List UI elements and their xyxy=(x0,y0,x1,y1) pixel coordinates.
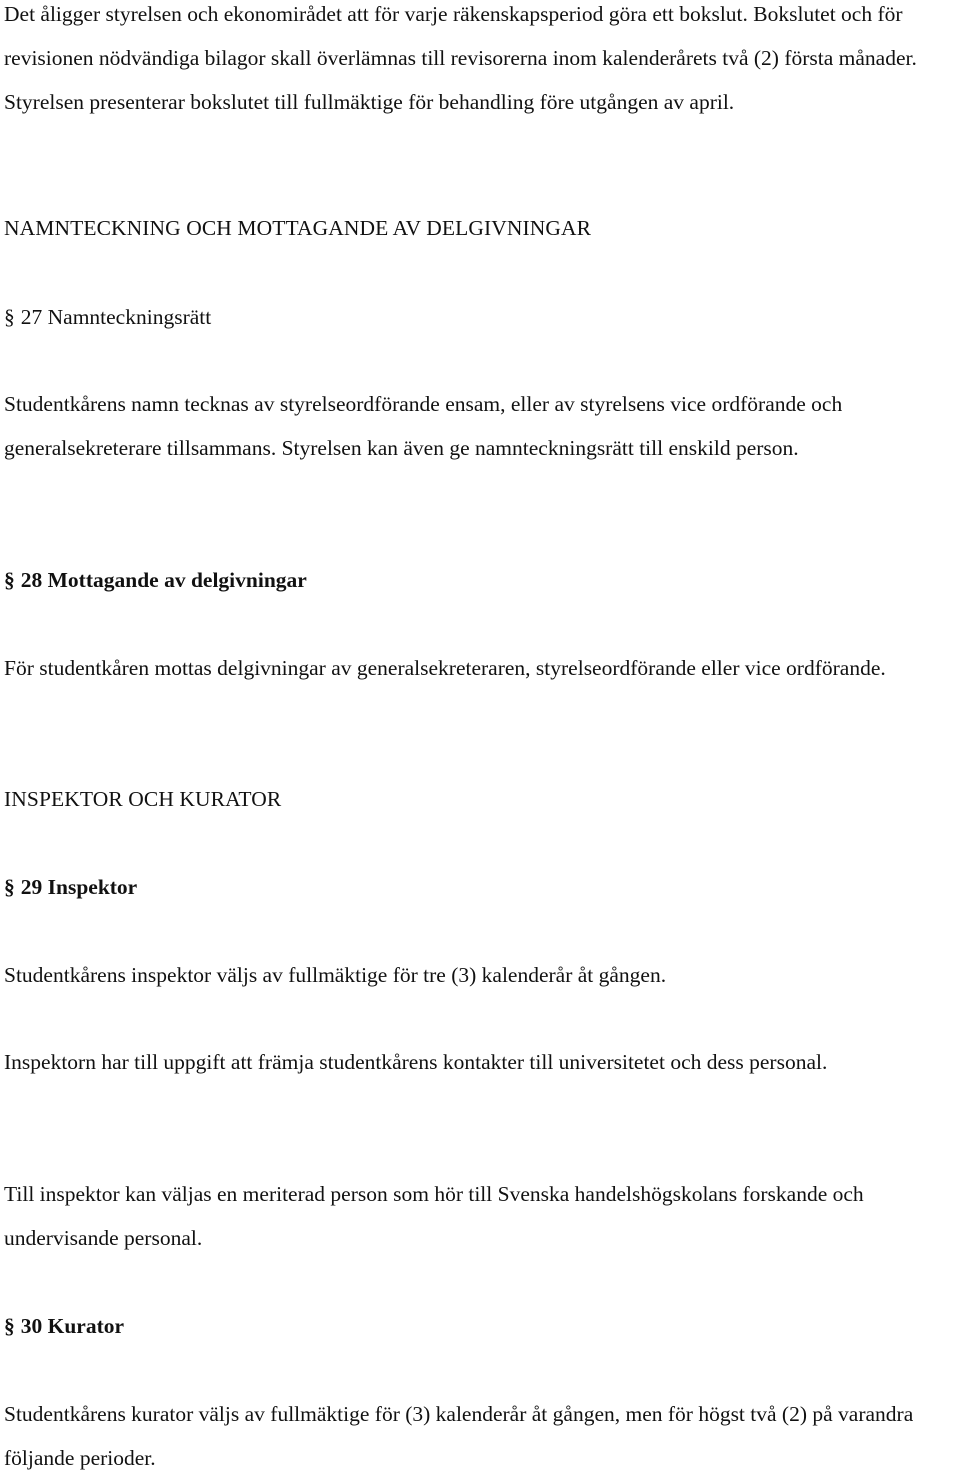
section-sign: § xyxy=(4,568,15,592)
paragraph-heading-27 xyxy=(4,295,958,339)
section-heading-inspektor-kurator: INSPEKTOR OCH KURATOR xyxy=(4,787,282,811)
paragraph-inspektor-behorighet: Till inspektor kan väljas en meriterad person som hör till Svenska handelshögskolans forskande och undervisande personal. xyxy=(4,1182,864,1250)
section-sign: § xyxy=(4,1314,15,1338)
paragraph-delgivningar: För studentkåren mottas delgivningar av generalsekreteraren, styrelseordförande eller vice ordförande. xyxy=(4,656,886,680)
paragraph-kurator-val: Studentkårens kurator väljs av fullmäktige för (3) kalenderår åt gången, men för högst två (2) på varandra följande perioder. xyxy=(4,1402,914,1470)
paragraph-inspektor-uppgift: Inspektorn har till uppgift att främja studentkårens kontakter till universitetet och dess personal. xyxy=(4,1050,828,1074)
paragraph-bokslut: Det åligger styrelsen och ekonomirådet att för varje räkenskapsperiod göra ett bokslut. Bokslutet och för revisionen nödvändiga bilagor skall överlämnas till revisorerna inom kalenderårets två (2) första månader. Styrelsen presenterar bokslutet till fullmäktige för behandling före utgången av april. xyxy=(4,2,917,114)
paragraph-heading-29 xyxy=(4,865,958,909)
paragraph-heading-28-label: 28 Mottagande av delgivningar xyxy=(20,568,307,592)
paragraph-namnteckningsratt: Studentkårens namn tecknas av styrelseordförande ensam, eller av styrelsens vice ordförande och generalsekreterare tillsammans. Styrelsen kan även ge namnteckningsrätt till enskild person. xyxy=(4,392,843,460)
paragraph-inspektor-val: Studentkårens inspektor väljs av fullmäktige för tre (3) kalenderår åt gången. xyxy=(4,963,667,987)
paragraph-heading-27-label: 27 Namnteckningsrätt xyxy=(20,305,212,329)
paragraph-heading-29-label: 29 Inspektor xyxy=(20,875,138,899)
paragraph-heading-30-label: 30 Kurator xyxy=(20,1314,125,1338)
paragraph-heading-28 xyxy=(4,558,958,602)
section-sign: § xyxy=(4,305,15,329)
section-sign: § xyxy=(4,875,15,899)
paragraph-heading-30 xyxy=(4,1304,958,1348)
section-heading-namnteckning: NAMNTECKNING OCH MOTTAGANDE AV DELGIVNINGAR xyxy=(4,216,592,240)
